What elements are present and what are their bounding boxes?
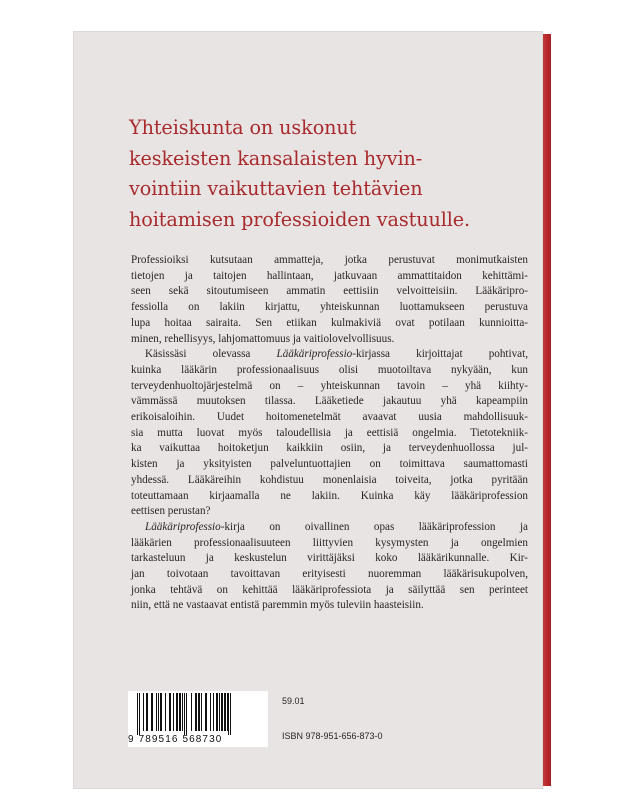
barcode-bar [227, 693, 228, 731]
text-line: jonka tehtävä on kehittää lääkäriprofessiota ja säilyttää sen perinteet [131, 583, 528, 596]
text-line: toteuttamaan kirjaamalla ne lakiin. Kuinka käy lääkäriprofession [131, 489, 528, 502]
barcode-bar [230, 693, 231, 735]
text-line: fessiolla on lakiin kirjattu, yhteiskunnan luottamukseen perustuva [131, 301, 528, 314]
barcode-bar [216, 693, 218, 731]
barcode-bar [182, 693, 183, 731]
text-fragment: -kirja on oivallinen opas lääkäriprofession ja [220, 520, 528, 533]
barcode-bar [173, 693, 174, 731]
blurb-text [131, 253, 528, 614]
barcode-bar [191, 693, 192, 731]
text-line: jan toivotaan tavoittavan erityisesti nuoremman lääkärisukupolven, [131, 568, 528, 581]
text-fragment: Käsissäsi olevassa [145, 348, 277, 361]
barcode-bar [221, 693, 223, 731]
barcode-bars [128, 691, 268, 735]
headline-line: Yhteiskunta on uskonut [129, 116, 357, 139]
text-line: tietojen ja taitojen hallintaan, jatkuvaan ammattitaidon kehittämi- [131, 269, 528, 282]
barcode-bar [146, 693, 148, 731]
text-line: lupa hoitaa sairaita. Sen etiikan kulmakiviä ovat potilaan kunnioitta- [131, 316, 528, 329]
barcode-bar [176, 693, 178, 731]
barcode-right-group: 568730 [182, 734, 223, 745]
barcode-bar [224, 693, 226, 731]
barcode-bar [195, 693, 197, 731]
barcode-bar [165, 693, 166, 731]
barcode-bar [210, 693, 211, 731]
barcode-bar [158, 693, 159, 731]
barcode-bar [186, 693, 187, 735]
text-line: niin, että ne vastaavat entistä paremmin myös tuleviin haasteisiin. [131, 599, 424, 612]
headline-line: hoitamisen professioiden vastuulle. [129, 207, 471, 231]
headline-line: vointiin vaikuttavien tehtävien [129, 177, 423, 200]
barcode-bar [179, 693, 181, 731]
barcode-bar [169, 693, 171, 731]
barcode-bar [184, 693, 185, 735]
barcode-bar [213, 693, 214, 731]
barcode-digits [128, 734, 268, 745]
text-line: kisten ja yksityisten palveluntuottajien on toimittava saumattomasti [131, 458, 528, 471]
barcode-bar [160, 693, 162, 731]
barcode-bar [139, 693, 140, 735]
text-line: tarkasteluun ja keskustelun virittäjäksi koko lääkärikunnalle. Kir- [131, 552, 528, 565]
text-line: eettisen perustan? [131, 505, 211, 518]
text-line [131, 520, 528, 536]
text-line [131, 347, 528, 363]
barcode-bar [137, 693, 138, 735]
text-line: seen sekä sitoutumiseen ammatin eettisiin velvoitteisiin. Lääkäripro- [131, 285, 528, 298]
text-line: sia mutta luovat myös taloudellisia ja eettisiä ongelmia. Tietotekniik- [131, 426, 528, 439]
red-spine-edge [543, 34, 551, 786]
barcode-bar [151, 693, 153, 731]
text-line: minen, rehellisyys, lahjomattomuus ja vaitiolovelvollisuus. [131, 332, 395, 345]
isbn-number: ISBN 978-951-656-873-0 [282, 731, 383, 741]
barcode-bar [143, 693, 144, 731]
barcode-first-digit: 9 [128, 734, 135, 745]
text-line: Professioiksi kutsutaan ammatteja, jotka perustuvat monimutkaisten [131, 254, 528, 266]
book-title: Lääkäriprofessio [276, 348, 353, 361]
barcode-bar [156, 693, 157, 731]
book-title: Lääkäriprofessio [145, 520, 221, 533]
blurb-paragraph-1 [131, 253, 528, 347]
blurb-paragraph-3 [131, 520, 528, 614]
price-code: 59.01 [282, 696, 305, 706]
barcode-bar [205, 693, 207, 731]
text-line: kuinka lääkärin professionaalisuus olisi muotoiltava nykyään, kun [131, 363, 528, 376]
text-line: vämmässä muutoksen tilassa. Lääketiede jakautuu yhä kapeampiin [131, 395, 528, 408]
text-line: erikoisaloihin. Uudet hoitomenetelmät avaavat uusia mahdollisuuk- [131, 411, 528, 424]
text-line: terveydenhuoltojärjestelmä on – yhteiskunnan tavoin – yhä kiihty- [131, 379, 528, 392]
isbn-barcode [128, 691, 268, 747]
text-line: ka vaikuttaa hoitoketjun kaikkiin osiin, ja terveydenhuollossa jul- [131, 442, 528, 455]
headline-quote [129, 113, 529, 235]
barcode-bar [228, 693, 229, 735]
headline-line: keskeisten kansalaisten hyvin- [129, 146, 423, 170]
barcode-left-group: 789516 [138, 734, 179, 745]
text-line: lääkärien professionaalisuuteen liittyvien kysymysten ja ongelmien [131, 536, 528, 549]
text-line: yhdessä. Lääkäreihin kohdistuu monenlaisia toiveita, jotka pyritään [131, 473, 528, 486]
back-cover [73, 31, 543, 789]
blurb-paragraph-2 [131, 347, 528, 520]
barcode-bar [201, 693, 202, 731]
text-fragment: -kirjassa kirjoittajat pohtivat, [352, 348, 528, 361]
barcode-bar [219, 693, 220, 731]
barcode-bar [198, 693, 200, 731]
